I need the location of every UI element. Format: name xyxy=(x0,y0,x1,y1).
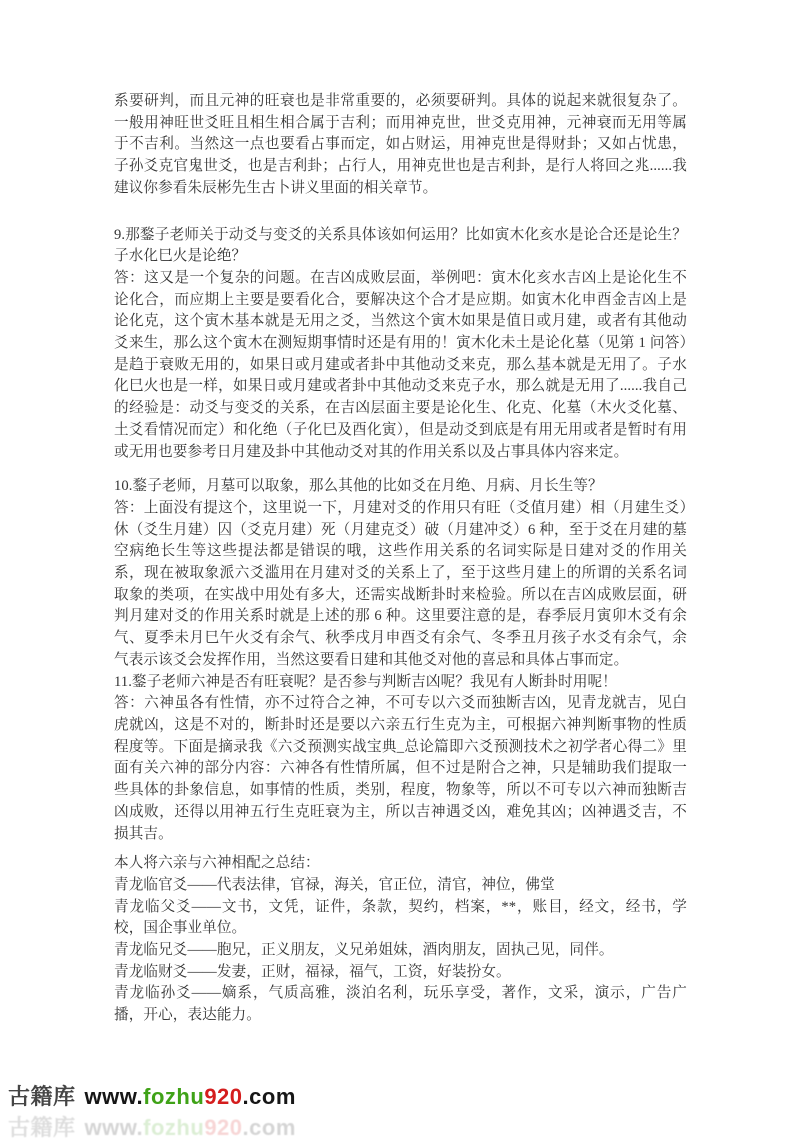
question-10: 10.鍪子老师，月墓可以取象，那么其他的比如爻在月绝、月病、月长生等？ xyxy=(114,478,603,495)
question-11: 11.鍪子老师六神是否有旺衰呢？是否参与判断吉凶呢？我见有人断卦时用呢！ xyxy=(114,673,617,690)
watermark-site-name: 古籍库 xyxy=(8,1084,76,1109)
summary-line-fu: 青龙临父爻——文书，文凭，证件，条款，契约，档案，**，账目，经文，经书，学校，国企事业单位。 xyxy=(114,898,687,937)
answer-8-continuation-paragraph: 系要研判，而且元神的旺衰也是非常重要的，必须要研判。具体的说起来就很复杂了。一般用神旺世爻旺且相生相合属于吉利；而用神克世，世爻克用神，元神衰而无用等属于不吉利。当然这一点也要看占事而定，如占财运，用神克世是得财卦；又如占忧患，子孙爻克官鬼世爻，也是吉利卦；占行人，用神克世也是吉利卦，是行人将回之兆......我建议你参看朱辰彬先生古卜讲义里面的相关章节。 xyxy=(114,93,687,196)
site-watermark xyxy=(8,1080,296,1111)
watermark-url-www: www. xyxy=(84,1084,144,1109)
watermark-url-green: fozhu xyxy=(143,1084,205,1109)
summary-line-guan: 青龙临官爻——代表法律，官禄，海关，官正位，清官，神位，佛堂 xyxy=(114,876,555,893)
watermark-ghost-site-name: 古籍库 xyxy=(8,1115,76,1140)
answer-11: 答：六神虽各有性情，亦不过符合之神，不可专以六爻而独断吉凶，见青龙就吉，见白虎就凶，这是不对的，断卦时还是要以六亲五行生克为主，可根据六神判断事物的性质程度等。下面是摘录我《六爻预测实战宝典_总论篇即六爻预测技术之初学者心得二》里面有关六神的部分内容：六神各有性情所属，但不过是附合之神，只是辅助我们提取一些具体的卦象信息，如事情的性质，类别，程度，物象等，所以不可专以六神而独断吉凶成败，还得以用神五行生克旺衰为主，所以吉神遇爻凶，难免其凶；凶神遇爻吉，不损其吉。 xyxy=(114,695,687,842)
question-9: 9.那鍪子老师关于动爻与变爻的关系具体该如何运用？比如寅木化亥水是论合还是论生？子水化巳火是论绝？ xyxy=(114,226,687,265)
watermark-url-suffix: .com xyxy=(242,1084,296,1109)
summary-line-sun: 青龙临孙爻——嫡系，气质高雅，淡泊名利，玩乐享受，著作，文采，演示，广告广播，开心，表达能力。 xyxy=(114,985,687,1024)
summary-intro: 本人将六亲与六神相配之总结： xyxy=(114,855,320,872)
summary-line-xiong: 青龙临兄爻——胞兄，正义朋友，义兄弟姐妹，酒肉朋友，固执己见，同伴。 xyxy=(114,942,614,959)
answer-9: 答：这又是一个复杂的问题。在吉凶成败层面，举例吧：寅木化亥水吉凶上是论化生不论化合，而应期上主要是要看化合，要解决这个合才是应期。如寅木化申酉金吉凶上是论化克，这个寅木基本就是无用之爻，当然这个寅木如果是值日或月建，或者有其他动爻来生，那么这个寅木在测短期事情时还是有用的！寅木化未土是论化墓（见第 1 问答）是趋于衰败无用的，如果日或月建或者卦中其他动爻来克，那么基本就是无用了。子水化巳火也是一样，如果日或月建或者卦中其他动爻来克子水，那么就是无用了......我自己的经验是：动爻与变爻的关系，在吉凶层面主要是论化生、化克、化墓（木火爻化墓、土爻看情况而定）和化绝（子化巳及酉化寅），但是动爻到底是有用无用或者是暂时有用或无用也要参考日月建及卦中其他动爻对其的作用关系以及占事具体内容来定。 xyxy=(114,269,687,460)
watermark-ghost-url-suffix: .com xyxy=(242,1115,296,1140)
watermark-ghost-url-www: www. xyxy=(84,1115,144,1140)
summary-line-cai: 青龙临财爻——发妻，正财，福禄，福气，工资，好装扮女。 xyxy=(114,963,511,980)
watermark-ghost-url-red: 920 xyxy=(204,1115,243,1140)
document-text-block xyxy=(114,91,687,1027)
watermark-ghost-url-green: fozhu xyxy=(143,1115,205,1140)
site-watermark-reflection xyxy=(8,1111,296,1142)
watermark-url-red: 920 xyxy=(204,1084,243,1109)
answer-10: 答：上面没有提这个，这里说一下，月建对爻的作用只有旺（爻值月建）相（月建生爻）休（爻生月建）囚（爻克月建）死（月建克爻）破（月建冲爻）6 种，至于爻在月建的墓空病绝长生等这些提法都是错误的哦，这些作用关系的名词实际是日建对爻的作用关系，现在被取象派六爻滥用在月建对爻的关系上了，至于这些月建上的所谓的关系名词取象的类项，在实战中用处有多大，还需实战断卦时来检验。所以在吉凶成败层面，研判月建对爻的作用关系时就是上述的那 6 种。这里要注意的是，春季辰月寅卯木爻有余气、夏季未月巳午火爻有余气、秋季戌月申酉爻有余气、冬季丑月孩子水爻有余气，余气表示该爻会发挥作用，当然这要看日建和其他爻对他的喜忌和具体占事而定。 xyxy=(114,499,687,668)
